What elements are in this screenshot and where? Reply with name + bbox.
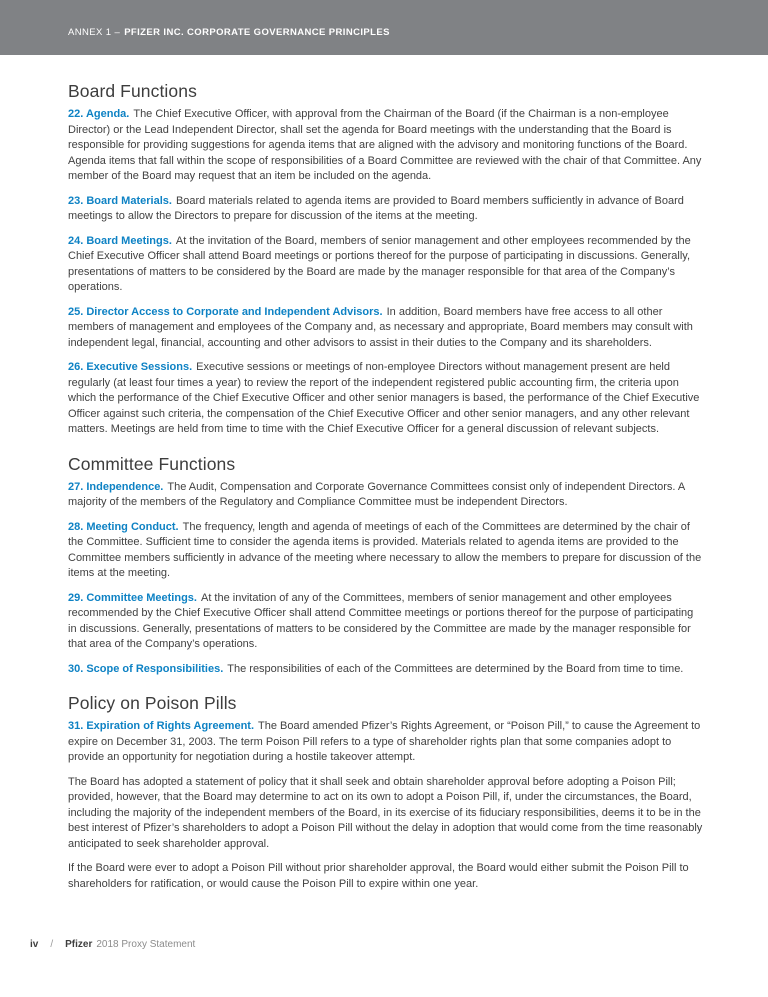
paragraph-text: Executive sessions or meetings of non-employee Directors without management present are held regularly (at least four times a year) to review the report of the independent registered public accounting firm, the criteria upon which the performance of the Chief Executive Officer and other senior managers is based, the performance of the Chief Executive Officer against such criteria, the compensation of the Chief Executive Officer and other senior managers, and any other relevant matters. Meetings are held from time to time with the Chief Executive Officer for a general discussion of relevant subjects. [68, 361, 700, 435]
paragraph-text: The Chief Executive Officer, with approval from the Chairman of the Board (if the Chairman is a non-employee Director) or the Lead Independent Director, shall set the agenda for Board meetings with the understanding that the Board is responsible for providing suggestions for agenda items that are aligned with the advisory and monitoring functions of the Board. Agenda items that fall within the scope of responsibilities of a Board Committee are reviewed with the chair of that Committee. Any member of the Board may request that an item be included on the agenda. [68, 108, 702, 182]
paragraph-text: At the invitation of any of the Committees, members of senior management and other employees recommended by the Chief Executive Officer shall attend Committee meetings or portions thereof for the purpose of participating in discussions. Generally, presentations of matters to be considered by the Committee are made by the manager responsible for that area of the Company’s operations. [68, 591, 694, 650]
document-body [68, 55, 704, 901]
annex-label: ANNEX 1 – [68, 27, 121, 38]
paragraph-lead: 28. Meeting Conduct. [68, 520, 179, 533]
footer-brand: Pfizer [65, 939, 93, 950]
section-board-functions [68, 81, 704, 438]
annex-header-bar [0, 0, 768, 55]
paragraph-27-independence [68, 480, 704, 511]
paragraph-text: At the invitation of the Board, members of senior management and other employees recommended by the Chief Executive Officer shall attend Board meetings or portions thereof for the purpose of participating in discussions. Generally, presentations of matters to be considered by the Board are made by the manager responsible for that area of the Company’s operations. [68, 234, 691, 293]
section-heading: Board Functions [68, 81, 197, 101]
paragraph-poison-pill-ratification [68, 861, 704, 892]
page-footer [30, 939, 195, 950]
section-heading: Committee Functions [68, 453, 236, 474]
paragraph-26-executive-sessions [68, 360, 704, 438]
paragraph-text: Board materials related to agenda items are provided to Board members sufficiently in advance of Board meetings to allow the Directors to prepare for discussion of the items at the meeting. [68, 194, 684, 222]
section-heading: Policy on Poison Pills [68, 693, 237, 713]
footer-document-title: 2018 Proxy Statement [96, 939, 196, 950]
paragraph-text: The responsibilities of each of the Committees are determined by the Board from time to time. [227, 662, 684, 675]
paragraph-22-agenda [68, 107, 704, 185]
paragraph-lead: 24. Board Meetings. [68, 234, 172, 247]
annex-title: PFIZER INC. CORPORATE GOVERNANCE PRINCIPLES [124, 27, 390, 38]
section-policy-on-poison-pills [68, 693, 704, 892]
paragraph-text: The Board has adopted a statement of policy that it shall seek and obtain shareholder approval before adopting a Poison Pill; provided, however, that the Board may determine to act on its own to adopt a Poison Pill, if, under the circumstances, the Board, including the majority of the independent members of the Board, in its exercise of its fiduciary responsibilities, deems it to be in the best interest of Pfizer’s shareholders to adopt a Poison Pill without the delay in adoption that would come from the time reasonably anticipated to seek shareholder approval. [68, 775, 703, 850]
section-committee-functions [68, 454, 704, 678]
paragraph-29-committee-meetings [68, 591, 704, 653]
paragraph-text: The Audit, Compensation and Corporate Governance Committees consist only of independent Directors. A majority of the members of the Regulatory and Compliance Committee must be independent Directors. [68, 480, 685, 508]
paragraph-text: If the Board were ever to adopt a Poison Pill without prior shareholder approval, the Board would either submit the Poison Pill to shareholders for ratification, or would cause the Poison Pill to expire within one year. [68, 862, 689, 890]
paragraph-lead: 22. Agenda. [68, 108, 130, 120]
paragraph-lead: 25. Director Access to Corporate and Independent Advisors. [68, 305, 383, 318]
paragraph-25-director-access [68, 305, 704, 352]
paragraph-text: In addition, Board members have free access to all other members of management and employees of the Company and, as necessary and appropriate, Board members may consult with independent legal, financial, accounting and other advisors to assist in their duties to the Company and its shareholders. [68, 305, 693, 349]
paragraph-lead: 23. Board Materials. [68, 194, 172, 207]
paragraph-23-board-materials [68, 194, 704, 225]
paragraph-28-meeting-conduct [68, 520, 704, 582]
paragraph-lead: 31. Expiration of Rights Agreement. [68, 720, 255, 732]
footer-separator: / [50, 939, 54, 950]
paragraph-30-scope-of-responsibilities [68, 662, 704, 678]
paragraph-24-board-meetings [68, 234, 704, 296]
paragraph-poison-pill-policy [68, 775, 704, 853]
paragraph-lead: 29. Committee Meetings. [68, 591, 197, 604]
footer-page-number: iv [30, 939, 39, 950]
paragraph-lead: 27. Independence. [68, 480, 164, 493]
paragraph-31-expiration-of-rights-agreement [68, 719, 704, 766]
paragraph-lead: 30. Scope of Responsibilities. [68, 662, 224, 675]
paragraph-text: The Board amended Pfizer’s Rights Agreement, or “Poison Pill,” to cause the Agreement to expire on December 31, 2003. The term Poison Pill refers to a type of shareholder rights plan that some companies adopt to provide an opportunity for negotiation during a hostile takeover attempt. [68, 720, 701, 763]
paragraph-text: The frequency, length and agenda of meetings of each of the Committees are determined by the chair of the Committee. Sufficient time to consider the agenda items is provided. Materials related to agenda items are provided to the Committee members sufficiently in advance of the meeting where necessary to allow the members to prepare for discussion of the items at the meeting. [68, 520, 702, 579]
paragraph-lead: 26. Executive Sessions. [68, 361, 193, 373]
